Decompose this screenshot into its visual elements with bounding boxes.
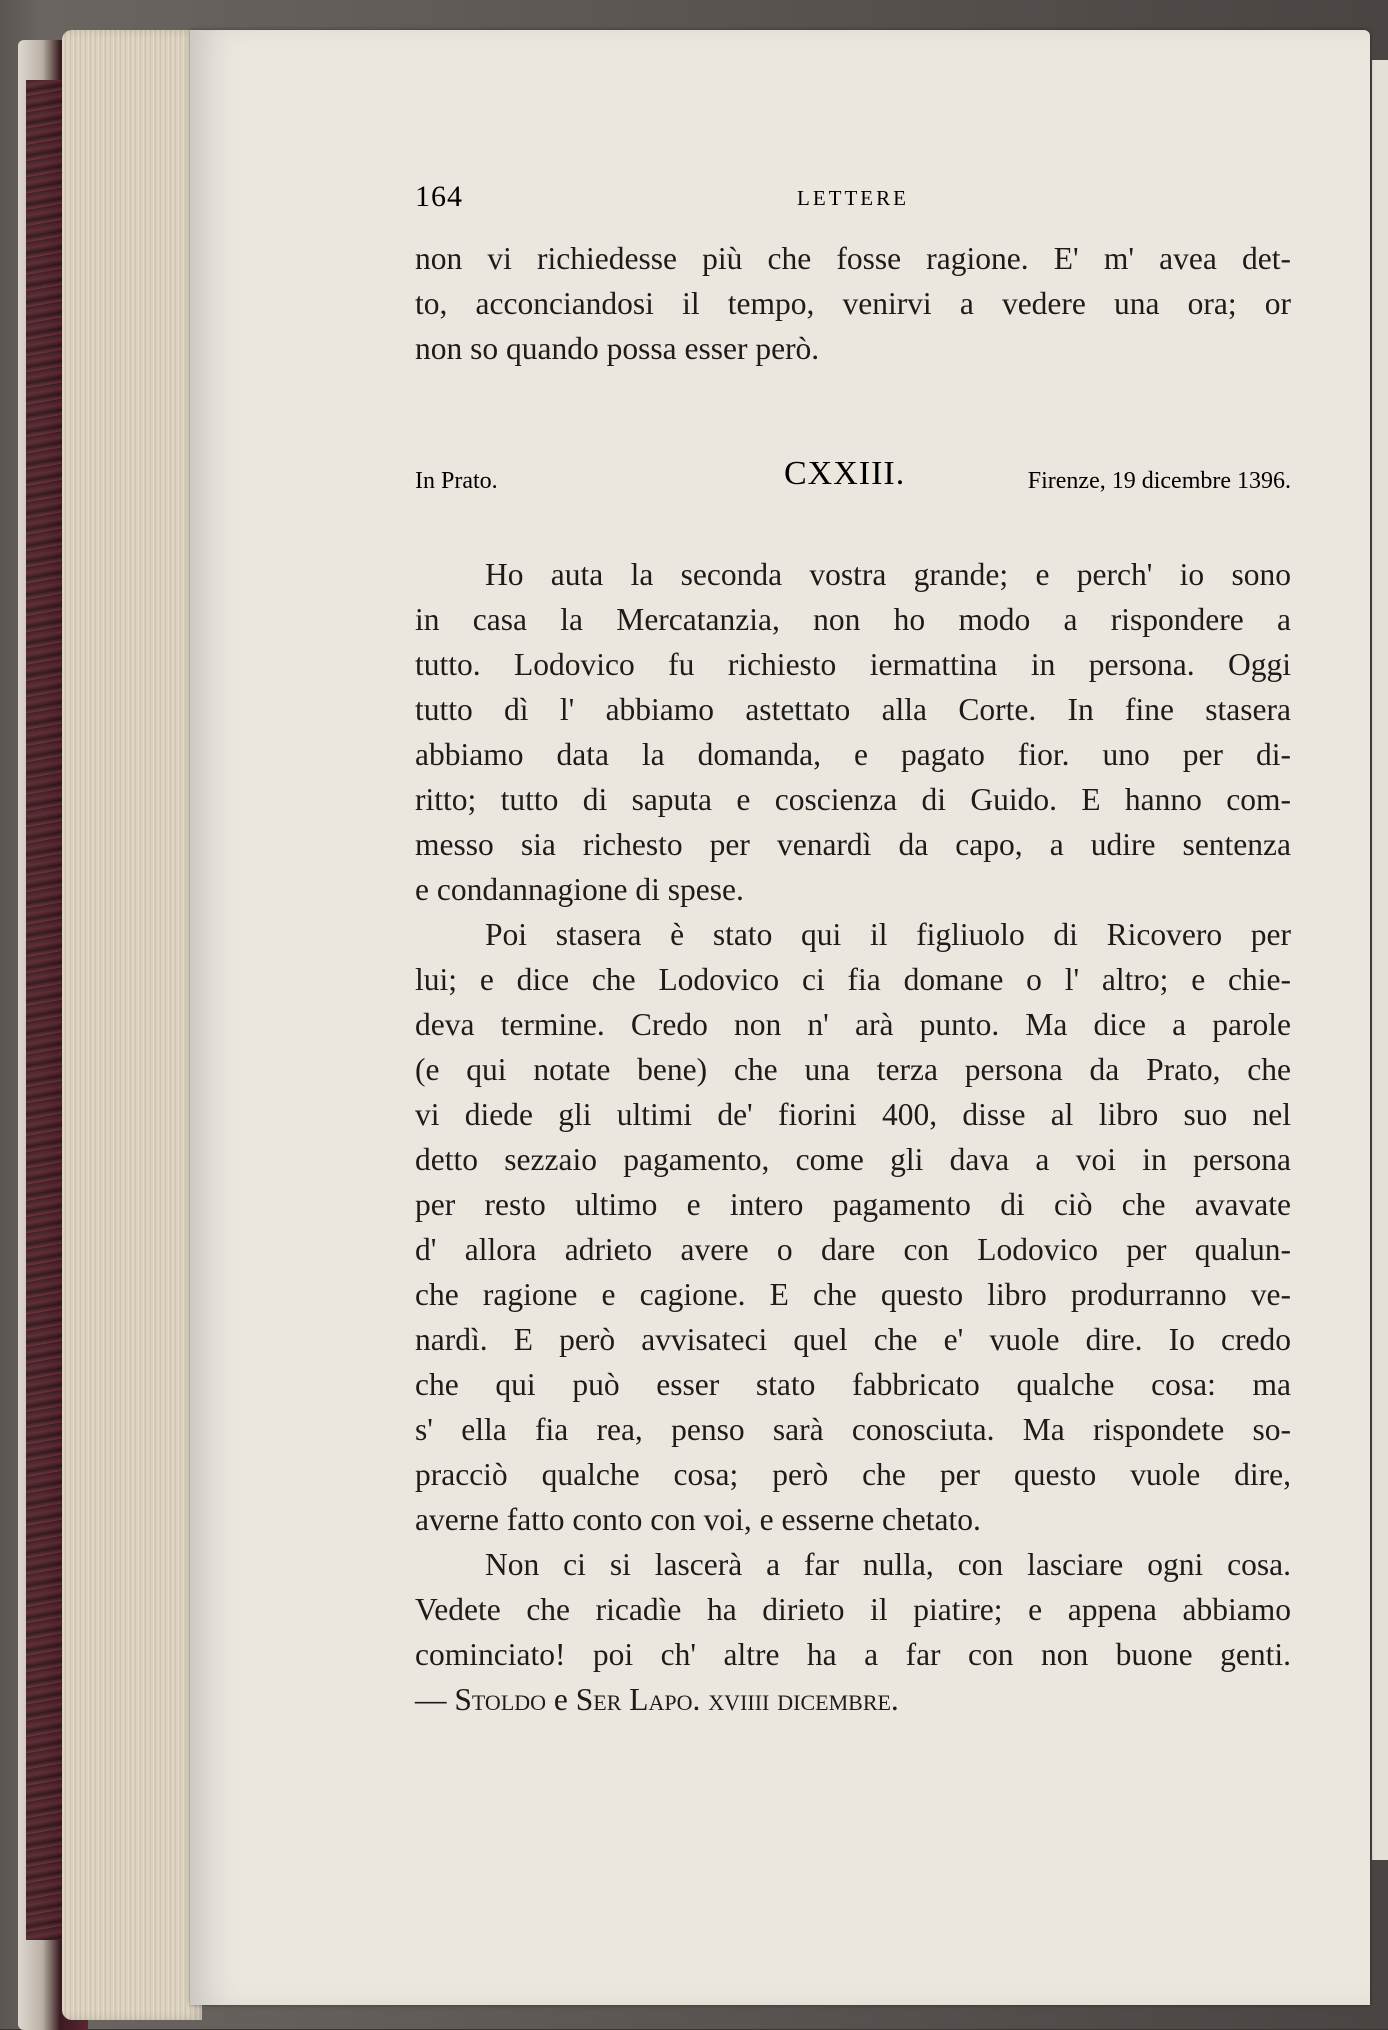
signature-line xyxy=(415,1677,1291,1722)
text-line: lui; e dice che Lodovico ci fia domane o l' altro; e chie- xyxy=(415,962,1291,997)
text-line: d' allora adrieto avere o dare con Lodovico per qualun- xyxy=(415,1232,1291,1267)
running-title: LETTERE xyxy=(797,186,909,210)
text-line: che ragione e cagione. E che questo libro produrranno ve- xyxy=(415,1277,1291,1312)
marbled-binding xyxy=(26,80,62,1940)
text-line: non so quando possa esser però. xyxy=(415,331,820,366)
text-line: nardì. E però avvisateci quel che e' vuole dire. Io credo xyxy=(415,1322,1291,1357)
text-line: tutto dì l' abbiamo astettato alla Corte. In fine stasera xyxy=(415,692,1291,727)
text-line: detto sezzaio pagamento, come gli dava a voi in persona xyxy=(415,1142,1291,1177)
opposite-page-edge xyxy=(1372,60,1388,1860)
text-line: per resto ultimo e intero pagamento di ciò che avavate xyxy=(415,1187,1291,1222)
text-line: che qui può esser stato fabbricato qualche cosa: ma xyxy=(415,1367,1291,1402)
signature-dash: — xyxy=(415,1682,447,1717)
text-line: deva termine. Credo non n' arà punto. Ma dice a parole xyxy=(415,1007,1291,1042)
continuation-paragraph xyxy=(415,236,1291,371)
text-line: s' ella fia rea, penso sarà conosciuta. Ma rispondete so- xyxy=(415,1412,1291,1447)
text-line: vi diede gli ultimi de' fiorini 400, disse al libro suo nel xyxy=(415,1097,1291,1132)
page-number: 164 xyxy=(415,180,463,213)
text-line: in casa la Mercatanzia, non ho modo a rispondere a xyxy=(415,602,1291,637)
text-line: e condannagione di spese. xyxy=(415,872,744,907)
letter-place: In Prato. xyxy=(415,468,498,494)
text-line: abbiamo data la domanda, e pagato fior. uno per di- xyxy=(415,737,1291,772)
signature-date: xviiii dicembre. xyxy=(708,1682,899,1717)
signer-name: Ser Lapo. xyxy=(575,1682,701,1717)
text-line: tutto. Lodovico fu richiesto iermattina in persona. Oggi xyxy=(415,647,1291,682)
text-line: Non ci si lascerà a far nulla, con lasciare ogni cosa. xyxy=(485,1547,1291,1582)
text-line: non vi richiedesse più che fosse ragione. E' m' avea det- xyxy=(415,241,1291,276)
text-line: messo sia richesto per venardì da capo, a udire sentenza xyxy=(415,827,1291,862)
text-line: Ho auta la seconda vostra grande; e perch' io sono xyxy=(485,557,1291,592)
text-line: to, acconciandosi il tempo, venirvi a vedere una ora; or xyxy=(415,286,1291,321)
text-line: pracciò qualche cosa; però che per questo vuole dire, xyxy=(415,1457,1291,1492)
text-line: cominciato! poi ch' altre ha a far con non buone genti. xyxy=(415,1637,1291,1672)
letter-date: Firenze, 19 dicembre 1396. xyxy=(1027,468,1291,494)
page-edges xyxy=(62,30,202,2020)
text-line: (e qui notate bene) che una terza persona da Prato, che xyxy=(415,1052,1291,1087)
text-line: ritto; tutto di saputa e coscienza di Guido. E hanno com- xyxy=(415,782,1291,817)
running-head xyxy=(415,180,1291,220)
letter-header xyxy=(415,455,1291,505)
text-line: averne fatto conto con voi, e esserne chetato. xyxy=(415,1502,981,1537)
letter-body xyxy=(415,552,1291,1722)
text-line: Poi stasera è stato qui il figliuolo di Ricovero per xyxy=(485,917,1291,952)
signer-name: Stoldo xyxy=(454,1682,547,1717)
conjunction: e xyxy=(553,1682,568,1717)
letter-number: CXXIII. xyxy=(784,455,906,492)
text-line: Vedete che ricadìe ha dirieto il piatire; e appena abbiamo xyxy=(415,1592,1291,1627)
